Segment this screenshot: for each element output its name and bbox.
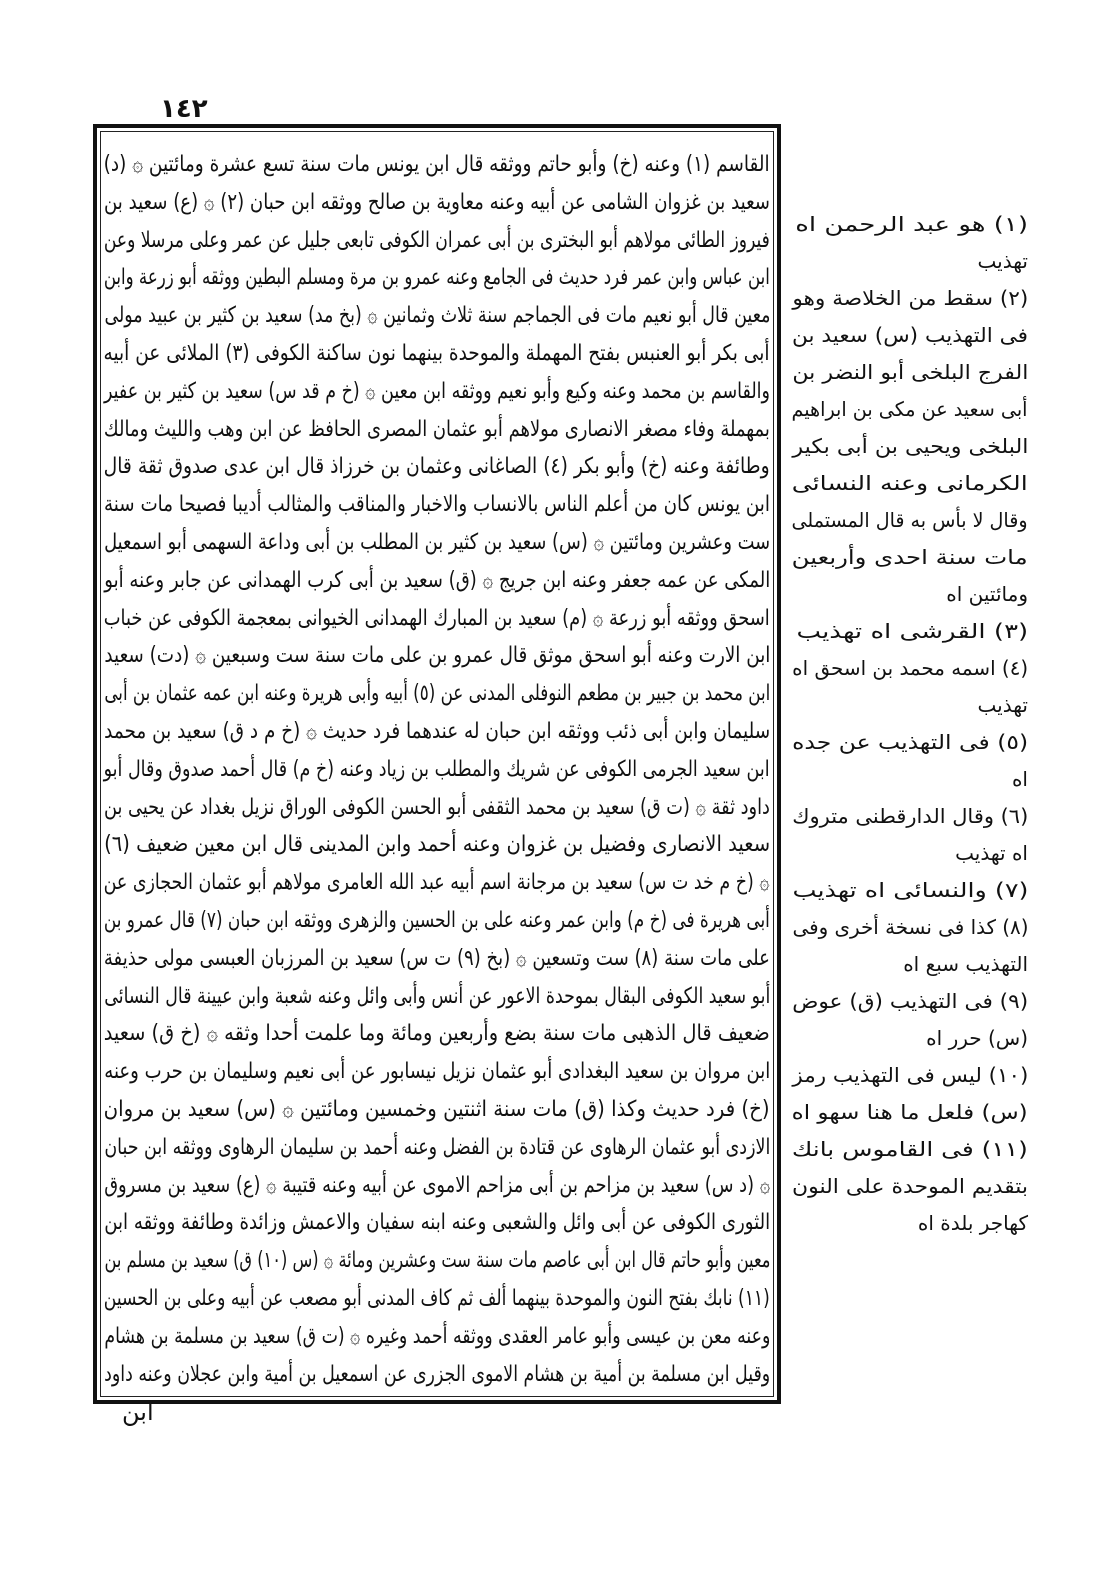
margin-note-line: (١) هو عبد الرحمن اه	[795, 212, 1028, 236]
main-text-line: أبى بكر أبو العنبس بفتح المهملة والموحدة بينهما نون ساكنة الكوفى (٣) الملائى عن أبيه	[104, 340, 770, 366]
main-text-line-row	[104, 411, 770, 449]
main-text-line-row	[104, 373, 770, 411]
margin-note-line: (س) فلعل ما هنا سهو اه	[792, 1100, 1028, 1124]
margin-note-line-row	[792, 465, 1028, 502]
margin-note-line-row	[792, 909, 1028, 946]
main-text-line: الازدى أبو عثمان الرهاوى عن قتادة بن الفضل وعنه أحمد بن سليمان الرهاوى ووثقه ابن حبان	[104, 1134, 770, 1160]
main-text-line-row	[104, 637, 770, 675]
main-text-line: وقيل ابن مسلمة بن أمية بن هشام الاموى الجزرى عن اسمعيل بن أمية وابن عجلان وعنه داود	[104, 1361, 770, 1387]
catchword: ابن	[122, 1398, 154, 1426]
main-text-line-row	[104, 1204, 770, 1242]
main-text-line: ابن الارت وعنه أبو اسحق موثق قال عمرو بن على مات سنة ست وسبعين ۞ (دت) سعيد	[104, 643, 770, 669]
main-text-line-row	[104, 864, 770, 902]
margin-note-line-row	[792, 206, 1028, 243]
main-text-line: أبو سعيد الكوفى البقال بموحدة الاعور عن أنس وأبى وائل وعنه شعبة وابن عيينة قال النسائى	[104, 983, 770, 1009]
main-text-line: ۞ (د س) سعيد بن مزاحم بن أبى مزاحم الاموى عن أبيه وعنه قتيبة ۞ (ع) سعيد بن مسروق	[104, 1172, 770, 1198]
margin-note-line: التهذيب سبع اه	[903, 952, 1028, 976]
main-text-line-row	[104, 335, 770, 373]
main-text-line: والقاسم بن محمد وعنه وكيع وأبو نعيم ووثقه ابن معين ۞ (خ م قد س) سعيد بن كثير بن عفير	[104, 378, 770, 404]
margin-note-line-row	[792, 650, 1028, 687]
main-text-line: وطائفة وعنه (خ) وأبو بكر (٤) الصاغانى وعثمان بن خرزاذ قال ابن عدى صدوق ثقة قال	[104, 454, 770, 480]
margin-note-line-row	[792, 1131, 1028, 1168]
margin-note-line-row	[792, 1168, 1028, 1205]
main-text-line: القاسم (١) وعنه (خ) وأبو حاتم ووثقه قال ابن يونس مات سنة تسع عشرة ومائتين ۞ (د)	[104, 152, 770, 177]
margin-note-line-row	[792, 1057, 1028, 1094]
main-text-line: (خ) فرد حديث وكذا (ق) مات سنة اثنتين وخمسين ومائتين ۞ (س) سعيد بن مروان	[104, 1096, 770, 1122]
main-text-line-row	[104, 524, 770, 562]
main-text-line: سليمان وابن أبى ذئب ووثقه ابن حبان له عندهما فرد حديث ۞ (خ م د ق) سعيد بن محمد	[104, 718, 770, 744]
main-text-line: ابن سعيد الجرمى الكوفى عن شريك والمطلب بن زياد وعنه (خ م) قال أحمد صدوق وقال أبو	[104, 756, 770, 782]
margin-note-line-row	[792, 798, 1028, 835]
main-text-line-row	[104, 1091, 770, 1129]
main-text-line: بمهملة وفاء مصغر الانصارى مولاهم أبو عثمان المصرى الحافظ عن ابن وهب والليث ومالك	[104, 416, 770, 442]
margin-note-line-row	[792, 687, 1028, 724]
margin-note-line: (س) حرر اه	[926, 1026, 1028, 1050]
margin-note-line: (٥) فى التهذيب عن جده	[792, 730, 1028, 754]
main-text-line: ابن عباس وابن عمر فرد حديث فى الجامع وعنه عمرو بن مرة ومسلم البطين ووثقه أبو زرعة وابن	[104, 265, 770, 291]
main-text-block	[104, 146, 770, 1393]
main-text-line: على مات سنة (٨) ست وتسعين ۞ (بخ (٩) ت س) سعيد بن المرزبان العبسى مولى حذيفة	[104, 945, 770, 971]
main-text-line-row	[104, 826, 770, 864]
main-text-line-row	[104, 259, 770, 297]
main-text-line: اسحق ووثقه أبو زرعة ۞ (م) سعيد بن المبارك الهمدانى الخيوانى بمعجمة الكوفى عن خباب	[104, 605, 770, 631]
margin-note-line-row	[792, 946, 1028, 983]
margin-note-line: (٤) اسمه محمد بن اسحق اه	[792, 656, 1028, 680]
main-text-line-row	[104, 562, 770, 600]
main-text-line: (١١) نابك بفتح النون والموحدة بينهما ألف ثم كاف المدنى أبو مصعب عن أبيه وعلى بن الحسين	[104, 1285, 770, 1311]
main-text-line: الثورى الكوفى عن أبى وائل والشعبى وعنه ابنه سفيان والاعمش وزائدة وطائفة ووثقه ابن	[104, 1210, 770, 1236]
margin-note-line-row	[792, 983, 1028, 1020]
margin-note-line: (٣) القرشى اه تهذيب	[796, 619, 1028, 643]
main-text-line-row	[104, 222, 770, 260]
page-number: ١٤٢	[160, 94, 208, 124]
main-text-line: داود ثقة ۞ (ت ق) سعيد بن محمد الثقفى أبو الحسن الكوفى الوراق نزيل بغداد عن يحيى بن	[104, 794, 770, 820]
main-text-line-row	[104, 600, 770, 638]
margin-note-line-row	[792, 613, 1028, 650]
main-text-line: ۞ (خ م خد ت س) سعيد بن مرجانة اسم أبيه عبد الله العامرى مولاهم أبو عثمان الحجازى عن	[104, 870, 770, 896]
main-text-line-row	[104, 713, 770, 751]
margin-notes-column	[792, 206, 1028, 1242]
main-text-line: المكى عن عمه جعفر وعنه ابن جريج ۞ (ق) سعيد بن أبى كرب الهمدانى عن جابر وعنه أبو	[104, 567, 770, 593]
margin-note-line-row	[792, 835, 1028, 872]
margin-note-line-row	[792, 1205, 1028, 1242]
main-text-line-row	[104, 1242, 770, 1280]
margin-note-line-row	[792, 761, 1028, 798]
main-text-line-row	[104, 448, 770, 486]
margin-note-line: اه تهذيب	[955, 841, 1028, 865]
margin-note-line: تهذيب	[977, 249, 1028, 273]
main-text-line: وعنه معن بن عيسى وأبو عامر العقدى ووثقه أحمد وغيره ۞ (ت ق) سعيد بن مسلمة بن هشام	[104, 1323, 770, 1349]
main-text-line: ابن محمد بن جبير بن مطعم النوفلى المدنى عن (٥) أبيه وأبى هريرة وعنه ابن عمه عثمان بن أبى	[104, 681, 770, 707]
margin-note-line-row	[792, 354, 1028, 391]
main-text-line-row	[104, 1015, 770, 1053]
margin-note-line-row	[792, 1020, 1028, 1057]
margin-note-line-row	[792, 280, 1028, 317]
margin-note-line: تهذيب	[977, 693, 1028, 717]
main-text-line-row	[104, 1053, 770, 1091]
margin-note-line: بتقديم الموحدة على النون	[792, 1174, 1028, 1198]
margin-note-line: الكرمانى وعنه النسائى	[792, 471, 1028, 495]
margin-note-line-row	[792, 243, 1028, 280]
main-text-line-row	[104, 297, 770, 335]
main-text-line-row	[104, 1167, 770, 1205]
margin-note-line: (٧) والنسائى اه تهذيب	[792, 878, 1028, 902]
main-text-line: سعيد الانصارى وفضيل بن غزوان وعنه أحمد وابن المدينى قال ابن معين ضعيف (٦)	[104, 832, 770, 858]
main-text-line-row	[104, 1129, 770, 1167]
main-text-line-row	[104, 789, 770, 827]
margin-note-line-row	[792, 317, 1028, 354]
margin-note-line: الفرج البلخى أبو النضر بن	[792, 360, 1028, 384]
main-text-line-row	[104, 1280, 770, 1318]
main-text-line: معين وأبو حاتم قال ابن أبى عاصم مات سنة ست وعشرين ومائة ۞ (س (١٠) ق) سعيد بن مسلم بن	[104, 1248, 770, 1274]
main-text-line: سعيد بن غزوان الشامى عن أبيه وعنه معاوية بن صالح ووثقه ابن حبان (٢) ۞ (ع) سعيد بن	[104, 189, 770, 215]
margin-note-line: اه	[1011, 767, 1028, 791]
margin-note-line-row	[792, 1094, 1028, 1131]
main-text-line-row	[104, 486, 770, 524]
margin-note-line-row	[792, 428, 1028, 465]
margin-note-line: وقال لا بأس به قال المستملى	[792, 508, 1028, 532]
margin-note-line: فى التهذيب (س) سعيد بن	[792, 323, 1028, 347]
main-text-line-row	[104, 902, 770, 940]
margin-note-line-row	[792, 872, 1028, 909]
margin-note-line: (٨) كذا فى نسخة أخرى وفى	[792, 915, 1028, 939]
margin-note-line: (١١) فى القاموس بانك	[792, 1137, 1028, 1161]
margin-note-line-row	[792, 576, 1028, 613]
main-text-line-row	[104, 751, 770, 789]
margin-note-line: (٢) سقط من الخلاصة وهو	[792, 286, 1028, 310]
margin-note-line: (٦) وقال الدارقطنى متروك	[792, 804, 1028, 828]
main-text-line: ست وعشرين ومائتين ۞ (س) سعيد بن كثير بن المطلب بن أبى وداعة السهمى أبو اسمعيل	[104, 529, 770, 555]
margin-note-line-row	[792, 391, 1028, 428]
main-text-line-row	[104, 940, 770, 978]
margin-note-line-row	[792, 502, 1028, 539]
margin-note-line: كهاجر بلدة اه	[917, 1211, 1028, 1235]
main-text-line-row	[104, 978, 770, 1016]
main-text-line: أبى هريرة فى (خ م) وابن عمر وعنه على بن الحسين والزهرى ووثقه ابن حبان (٧) قال عمرو بن	[104, 907, 771, 933]
main-text-line-row	[104, 146, 770, 184]
margin-note-line: ومائتين اه	[946, 582, 1028, 606]
margin-note-line-row	[792, 724, 1028, 761]
margin-note-line: (١٠) ليس فى التهذيب رمز	[792, 1063, 1028, 1087]
main-text-line: فيروز الطائى مولاهم أبو البخترى بن أبى عمران الكوفى تابعى جليل عن عمر وعلى مرسلا وعن	[104, 227, 770, 253]
main-text-line-row	[104, 1356, 770, 1394]
margin-note-line: أبى سعيد عن مكى بن ابراهيم	[792, 397, 1028, 421]
margin-note-line: (٩) فى التهذيب (ق) عوض	[792, 989, 1028, 1013]
main-text-line: ابن مروان بن سعيد البغدادى أبو عثمان نزيل نيسابور عن أبى نعيم وسليمان بن حرب وعنه	[104, 1059, 770, 1085]
margin-note-line: البلخى ويحيى بن أبى بكير	[792, 434, 1028, 458]
main-text-line: ابن يونس كان من أعلم الناس بالانساب والاخبار والمناقب والمثالب أديبا فصيحا مات سنة	[104, 492, 770, 518]
margin-note-line-row	[792, 539, 1028, 576]
main-text-line-row	[104, 184, 770, 222]
margin-note-line: مات سنة احدى وأربعين	[792, 545, 1028, 569]
main-text-line-row	[104, 1318, 770, 1356]
main-text-line-row	[104, 675, 770, 713]
main-text-line: معين قال أبو نعيم مات فى الجماجم سنة ثلاث وثمانين ۞ (بخ مد) سعيد بن كثير بن عبيد مولى	[104, 303, 770, 329]
main-text-line: ضعيف قال الذهبى مات سنة بضع وأربعين ومائة وما علمت أحدا وثقه ۞ (خ ق) سعيد	[104, 1021, 770, 1047]
